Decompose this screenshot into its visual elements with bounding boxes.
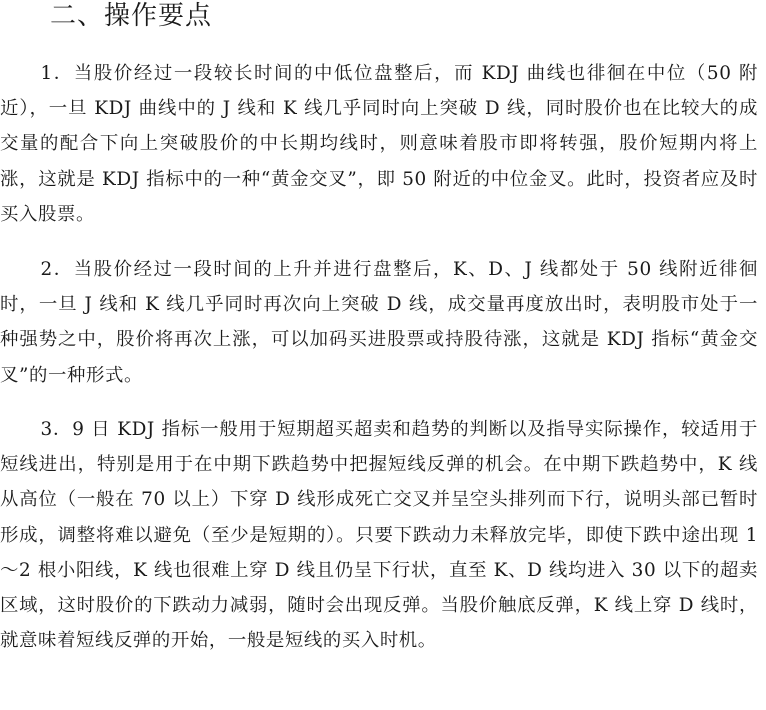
paragraph-2: 2．当股价经过一段时间的上升并进行盘整后，K、D、J 线都处于 50 线附近徘徊时，一旦 J 线和 K 线几乎同时再次向上突破 D 线，成交量再度放出时，表明股市处于一种强势之中，股价将再次上涨，可以加码买进股票或持股待涨，这就是 KDJ 指标“黄金交叉”的一种形式。 [0, 259, 758, 386]
section-heading: 二、操作要点 [50, 1, 213, 31]
paragraph-3: 3．9 日 KDJ 指标一般用于短期超买超卖和趋势的判断以及指导实际操作，较适用于短线进出，特别是用于在中期下跌趋势中把握短线反弹的机会。在中期下跌趋势中，K 线从高位（一般在 70 以上）下穿 D 线形成死亡交叉并呈空头排列而下行，说明头部已暂时形成，调整将难以避免（至少是短期的）。只要下跌动力未释放完毕，即使下跌中途出现 1～2 根小阳线，K 线也很难上穿 D 线且仍呈下行状，直至 K、D 线均进入 30 以下的超卖区域，这时股价的下跌动力减弱，随时会出现反弹。当股价触底反弹，K 线上穿 D 线时，就意味着短线反弹的开始，一般是短线的买入时机。 [0, 419, 758, 652]
paragraph-1: 1．当股价经过一段较长时间的中低位盘整后，而 KDJ 曲线也徘徊在中位（50 附近），一旦 KDJ 曲线中的 J 线和 K 线几乎同时向上突破 D 线，同时股价也在比较大的成交量的配合下向上突破股价的中长期均线时，则意味着股市即将转强，股价短期内将上涨，这就是 KDJ 指标中的一种“黄金交叉”，即 50 附近的中位金叉。此时，投资者应及时买入股票。 [0, 63, 758, 225]
